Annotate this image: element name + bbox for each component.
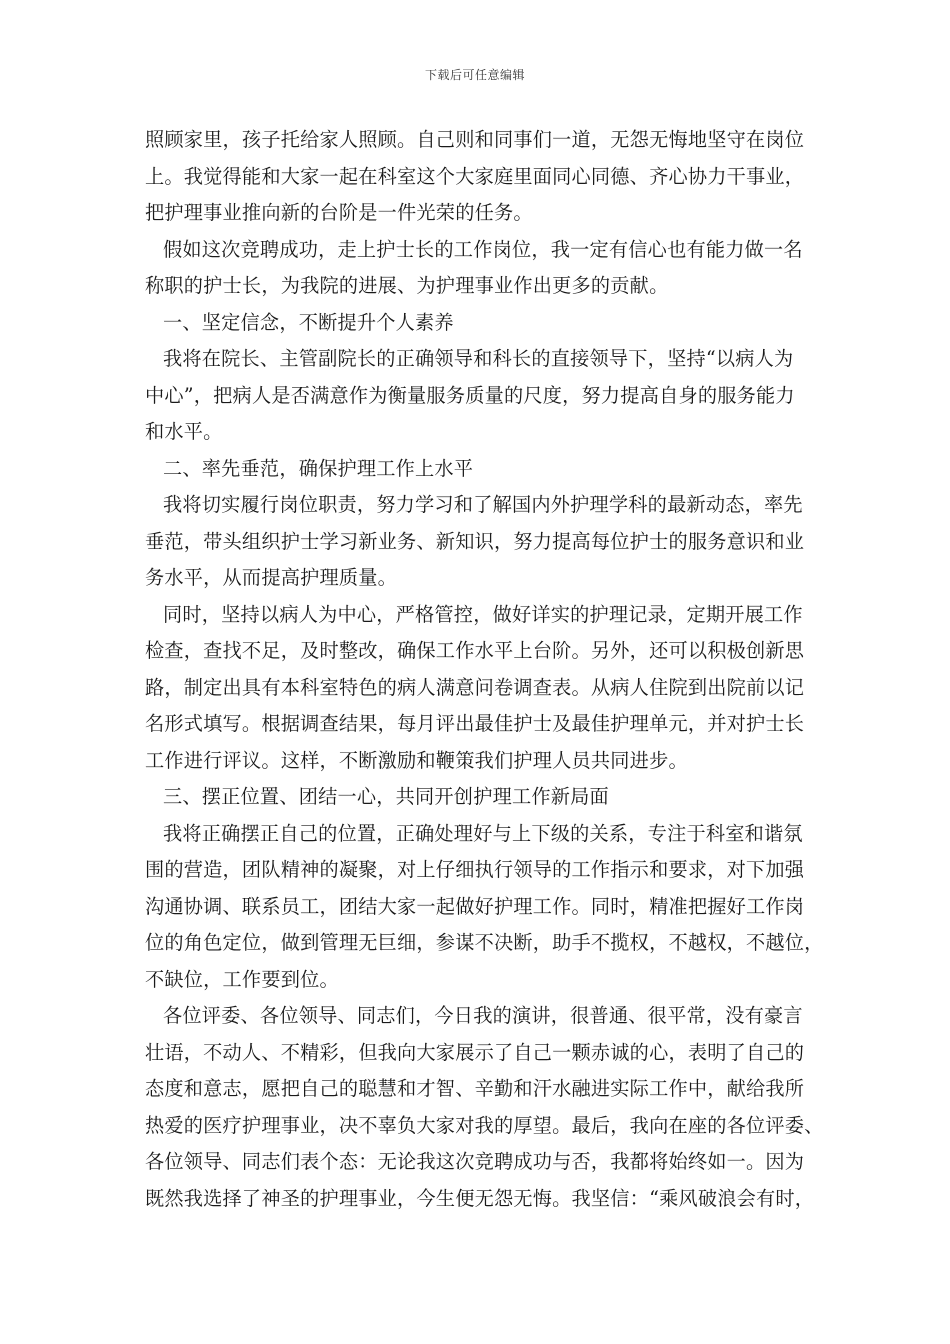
text-line: 工作进行评议。这样，不断激励和鞭策我们护理人员共同进步。	[145, 748, 688, 772]
section-heading: 二、率先垂范，确保护理工作上水平	[163, 456, 474, 480]
text-line: 名形式填写。根据调查结果，每月评出最佳护士及最佳护理单元，并对护士长	[145, 712, 805, 735]
page-header: 下载后可任意编辑	[424, 68, 525, 82]
text-line: 围的营造，团队精神的凝聚，对上仔细执行领导的工作指示和要求，对下加强	[145, 858, 805, 881]
text-line: 垂范，带头组织护士学习新业务、新知识，努力提高每位护士的服务意识和业	[145, 529, 805, 553]
text-line: 各位评委、各位领导、同志们，今日我的演讲，很普通、很平常，没有豪言	[163, 1004, 803, 1027]
text-line: 上。我觉得能和大家一起在科室这个大家庭里面同心同德、齐心协力干事业，	[145, 164, 805, 188]
section-heading: 三、摆正位置、团结一心，共同开创护理工作新局面	[163, 785, 609, 808]
text-line: 态度和意志，愿把自己的聪慧和才智、辛勤和汗水融进实际工作中，献给我所	[145, 1077, 805, 1100]
document-body	[145, 122, 825, 1217]
section-heading: 一、坚定信念，不断提升个人素养	[163, 310, 454, 334]
text-line: 我将在院长、主管副院长的正确领导和科长的直接领导下，坚持“以病人为	[163, 347, 794, 370]
text-line: 位的角色定位，做到管理无巨细，参谋不决断，助手不揽权，不越权，不越位，	[145, 931, 824, 954]
text-line: 把护理事业推向新的台阶是一件光荣的任务。	[145, 201, 533, 224]
text-line: 和水平。	[145, 420, 223, 443]
text-line: 同时，坚持以病人为中心，严格管控，做好详实的护理记录，定期开展工作	[163, 602, 803, 626]
text-line: 我将切实履行岗位职责，努力学习和了解国内外护理学科的最新动态，率先	[163, 493, 803, 516]
text-line: 各位领导、同志们表个态：无论我这次竞聘成功与否，我都将始终如一。因为	[145, 1150, 805, 1173]
text-line: 照顾家里，孩子托给家人照顾。自己则和同事们一道，无怨无悔地坚守在岗位	[145, 128, 805, 151]
text-line: 不缺位，工作要到位。	[145, 967, 339, 991]
text-line: 壮语，不动人、不精彩，但我向大家展示了自己一颗赤诚的心，表明了自己的	[145, 1040, 805, 1064]
text-line: 假如这次竞聘成功，走上护士长的工作岗位，我一定有信心也有能力做一名	[163, 237, 803, 261]
text-line: 路，制定出具有本科室特色的病人满意问卷调查表。从病人住院到出院前以记	[145, 675, 805, 699]
text-line: 沟通协调、联系员工，团结大家一起做好护理工作。同时，精准把握好工作岗	[145, 894, 805, 918]
text-line: 既然我选择了神圣的护理事业，今生便无怨无悔。我坚信：“乘风破浪会有时，	[145, 1186, 815, 1210]
text-line: 中心”，把病人是否满意作为衡量服务质量的尺度，努力提高自身的服务能力	[145, 383, 795, 407]
text-line: 我将正确摆正自己的位置，正确处理好与上下级的关系，专注于科室和谐氛	[163, 821, 803, 845]
text-line: 务水平，从而提高护理质量。	[145, 566, 398, 589]
text-line: 热爱的医疗护理事业，决不辜负大家对我的厚望。最后，我向在座的各位评委、	[145, 1113, 824, 1137]
text-line: 检查，查找不足，及时整改，确保工作水平上台阶。另外，还可以积极创新思	[145, 639, 805, 662]
text-line: 称职的护士长，为我院的进展、为护理事业作出更多的贡献。	[145, 274, 669, 297]
